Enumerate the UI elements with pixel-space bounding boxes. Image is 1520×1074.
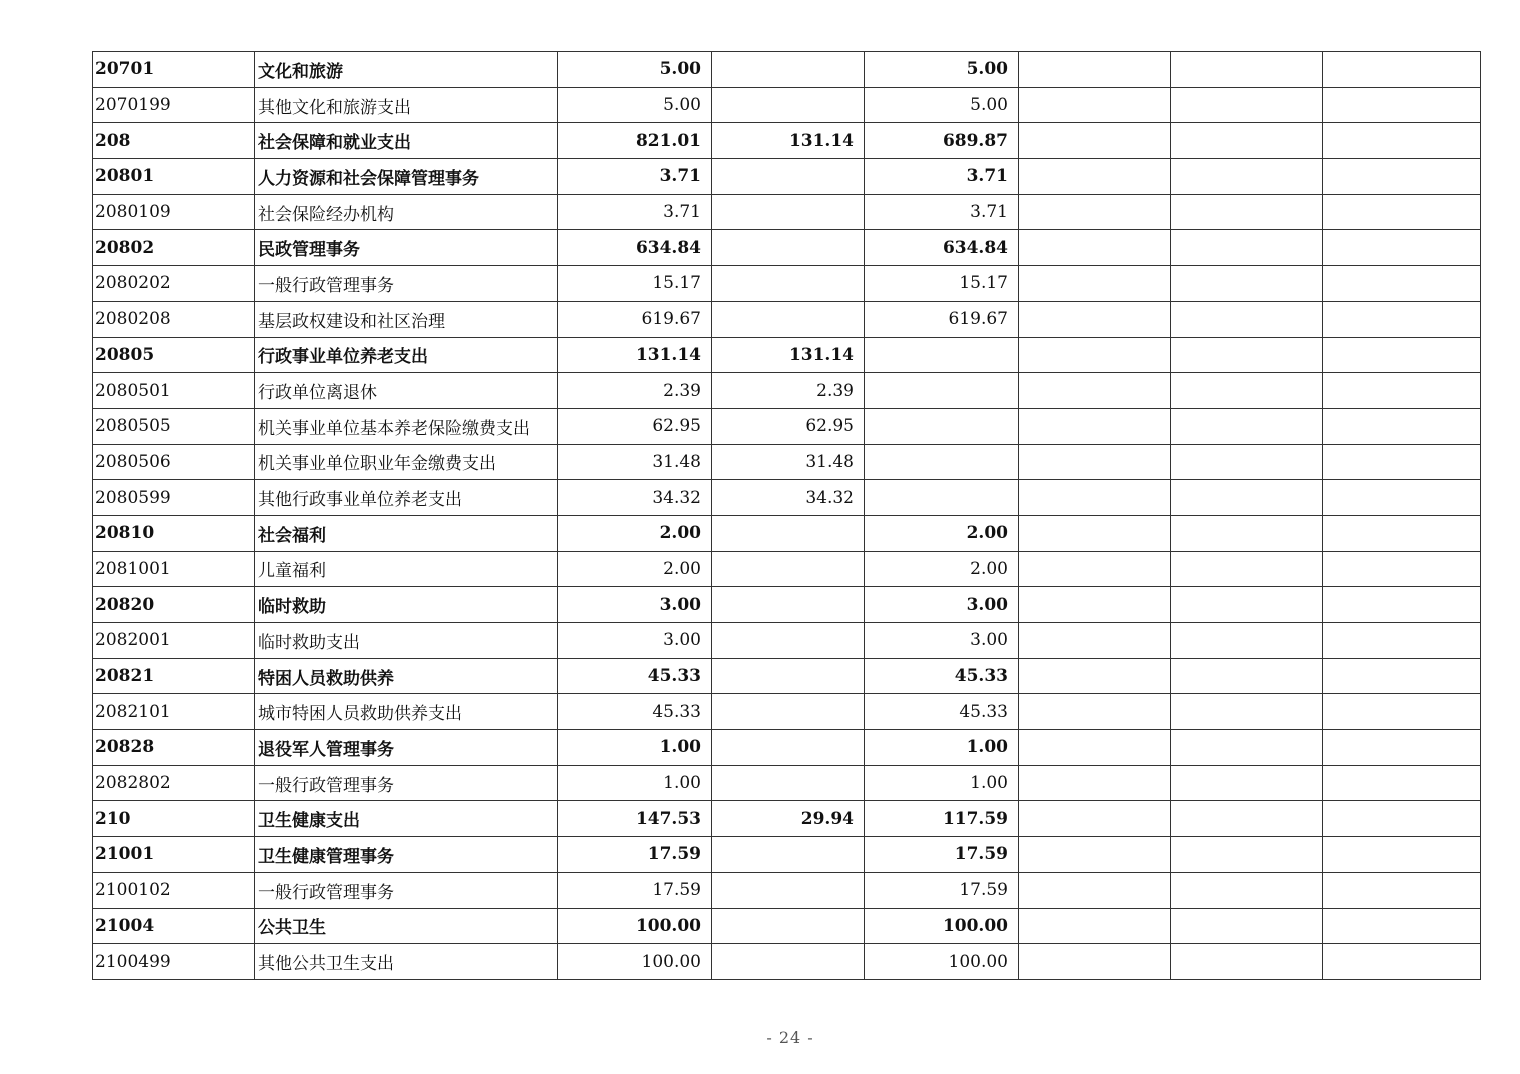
table-row — [93, 801, 1481, 837]
cell-total: 15.17 — [558, 266, 712, 302]
cell-col8 — [1323, 944, 1481, 980]
cell-project: 45.33 — [865, 694, 1019, 730]
cell-total: 147.53 — [558, 801, 712, 837]
cell-col6 — [1019, 801, 1171, 837]
cell-code: 2082802 — [93, 765, 255, 801]
table-row — [93, 52, 1481, 88]
cell-name: 一般行政管理事务 — [255, 765, 558, 801]
table-row — [93, 266, 1481, 302]
cell-basic: 29.94 — [712, 801, 865, 837]
cell-col7 — [1171, 159, 1323, 195]
cell-col8 — [1323, 551, 1481, 587]
cell-code: 2080501 — [93, 373, 255, 409]
cell-col6 — [1019, 444, 1171, 480]
cell-col8 — [1323, 730, 1481, 766]
cell-basic — [712, 694, 865, 730]
cell-col8 — [1323, 515, 1481, 551]
cell-project: 100.00 — [865, 944, 1019, 980]
cell-name: 社会保障和就业支出 — [255, 123, 558, 159]
cell-name: 其他公共卫生支出 — [255, 944, 558, 980]
cell-col6 — [1019, 123, 1171, 159]
cell-col6 — [1019, 266, 1171, 302]
cell-total: 17.59 — [558, 837, 712, 873]
cell-code: 21004 — [93, 908, 255, 944]
cell-col7 — [1171, 52, 1323, 88]
cell-basic: 31.48 — [712, 444, 865, 480]
cell-code: 20701 — [93, 52, 255, 88]
cell-total: 1.00 — [558, 730, 712, 766]
cell-col6 — [1019, 587, 1171, 623]
cell-col7 — [1171, 230, 1323, 266]
cell-col6 — [1019, 658, 1171, 694]
table-row — [93, 159, 1481, 195]
cell-name: 社会福利 — [255, 515, 558, 551]
cell-name: 城市特困人员救助供养支出 — [255, 694, 558, 730]
cell-basic — [712, 765, 865, 801]
cell-total: 5.00 — [558, 87, 712, 123]
cell-basic — [712, 266, 865, 302]
cell-col7 — [1171, 87, 1323, 123]
cell-col8 — [1323, 658, 1481, 694]
page-number: - 24 - — [766, 1028, 814, 1047]
cell-col7 — [1171, 872, 1323, 908]
cell-basic: 34.32 — [712, 480, 865, 516]
cell-code: 2100102 — [93, 872, 255, 908]
cell-col6 — [1019, 480, 1171, 516]
cell-name: 公共卫生 — [255, 908, 558, 944]
cell-col7 — [1171, 480, 1323, 516]
cell-project: 2.00 — [865, 515, 1019, 551]
cell-name: 特困人员救助供养 — [255, 658, 558, 694]
table-row — [93, 944, 1481, 980]
cell-project: 1.00 — [865, 730, 1019, 766]
cell-code: 2080109 — [93, 194, 255, 230]
cell-col7 — [1171, 337, 1323, 373]
cell-col7 — [1171, 373, 1323, 409]
cell-col8 — [1323, 230, 1481, 266]
budget-table — [92, 51, 1481, 980]
table-row — [93, 908, 1481, 944]
cell-total: 131.14 — [558, 337, 712, 373]
cell-total: 45.33 — [558, 658, 712, 694]
cell-col8 — [1323, 908, 1481, 944]
cell-code: 2082101 — [93, 694, 255, 730]
cell-project: 5.00 — [865, 52, 1019, 88]
cell-name: 卫生健康支出 — [255, 801, 558, 837]
cell-total: 2.39 — [558, 373, 712, 409]
cell-basic: 131.14 — [712, 123, 865, 159]
cell-col8 — [1323, 872, 1481, 908]
cell-col6 — [1019, 87, 1171, 123]
cell-col6 — [1019, 730, 1171, 766]
cell-code: 2070199 — [93, 87, 255, 123]
cell-name: 一般行政管理事务 — [255, 266, 558, 302]
cell-col7 — [1171, 765, 1323, 801]
cell-code: 20805 — [93, 337, 255, 373]
cell-name: 民政管理事务 — [255, 230, 558, 266]
cell-basic — [712, 658, 865, 694]
cell-code: 2080202 — [93, 266, 255, 302]
table-row — [93, 373, 1481, 409]
table-row — [93, 765, 1481, 801]
cell-col6 — [1019, 159, 1171, 195]
cell-code: 20821 — [93, 658, 255, 694]
cell-project: 15.17 — [865, 266, 1019, 302]
cell-col7 — [1171, 408, 1323, 444]
cell-col6 — [1019, 837, 1171, 873]
cell-total: 5.00 — [558, 52, 712, 88]
cell-code: 2080505 — [93, 408, 255, 444]
cell-basic — [712, 87, 865, 123]
cell-project — [865, 408, 1019, 444]
table-row — [93, 837, 1481, 873]
cell-col7 — [1171, 694, 1323, 730]
cell-project: 17.59 — [865, 872, 1019, 908]
cell-col8 — [1323, 194, 1481, 230]
table-row — [93, 408, 1481, 444]
cell-col6 — [1019, 765, 1171, 801]
cell-basic — [712, 194, 865, 230]
table-body — [93, 52, 1481, 980]
cell-code: 210 — [93, 801, 255, 837]
cell-col6 — [1019, 373, 1171, 409]
cell-total: 821.01 — [558, 123, 712, 159]
cell-name: 其他行政事业单位养老支出 — [255, 480, 558, 516]
cell-col6 — [1019, 230, 1171, 266]
table-row — [93, 194, 1481, 230]
table-row — [93, 694, 1481, 730]
table-row — [93, 230, 1481, 266]
table-row — [93, 480, 1481, 516]
cell-name: 卫生健康管理事务 — [255, 837, 558, 873]
table-row — [93, 301, 1481, 337]
cell-col6 — [1019, 908, 1171, 944]
cell-col8 — [1323, 623, 1481, 659]
cell-code: 2081001 — [93, 551, 255, 587]
table-row — [93, 337, 1481, 373]
cell-total: 1.00 — [558, 765, 712, 801]
cell-name: 机关事业单位职业年金缴费支出 — [255, 444, 558, 480]
cell-code: 21001 — [93, 837, 255, 873]
cell-col7 — [1171, 123, 1323, 159]
cell-code: 20810 — [93, 515, 255, 551]
cell-project: 5.00 — [865, 87, 1019, 123]
cell-col8 — [1323, 337, 1481, 373]
cell-col8 — [1323, 266, 1481, 302]
cell-basic — [712, 908, 865, 944]
cell-col7 — [1171, 658, 1323, 694]
cell-col6 — [1019, 551, 1171, 587]
cell-total: 2.00 — [558, 551, 712, 587]
cell-total: 34.32 — [558, 480, 712, 516]
cell-col6 — [1019, 337, 1171, 373]
cell-col8 — [1323, 801, 1481, 837]
cell-project: 3.71 — [865, 194, 1019, 230]
cell-basic: 2.39 — [712, 373, 865, 409]
cell-total: 634.84 — [558, 230, 712, 266]
cell-col7 — [1171, 266, 1323, 302]
cell-col8 — [1323, 159, 1481, 195]
table-row — [93, 123, 1481, 159]
cell-col6 — [1019, 872, 1171, 908]
cell-code: 20820 — [93, 587, 255, 623]
cell-col8 — [1323, 765, 1481, 801]
cell-col8 — [1323, 301, 1481, 337]
cell-project: 689.87 — [865, 123, 1019, 159]
cell-project: 3.71 — [865, 159, 1019, 195]
cell-col6 — [1019, 301, 1171, 337]
cell-total: 3.71 — [558, 159, 712, 195]
cell-col6 — [1019, 408, 1171, 444]
cell-col8 — [1323, 87, 1481, 123]
cell-col8 — [1323, 123, 1481, 159]
cell-total: 62.95 — [558, 408, 712, 444]
cell-name: 一般行政管理事务 — [255, 872, 558, 908]
cell-name: 临时救助 — [255, 587, 558, 623]
cell-col8 — [1323, 694, 1481, 730]
cell-total: 100.00 — [558, 908, 712, 944]
cell-name: 社会保险经办机构 — [255, 194, 558, 230]
cell-col8 — [1323, 373, 1481, 409]
table-row — [93, 872, 1481, 908]
cell-project: 634.84 — [865, 230, 1019, 266]
cell-basic — [712, 52, 865, 88]
cell-col8 — [1323, 444, 1481, 480]
cell-name: 基层政权建设和社区治理 — [255, 301, 558, 337]
table-row — [93, 623, 1481, 659]
cell-col7 — [1171, 515, 1323, 551]
cell-basic — [712, 551, 865, 587]
cell-total: 3.00 — [558, 623, 712, 659]
cell-col7 — [1171, 944, 1323, 980]
cell-code: 2080506 — [93, 444, 255, 480]
cell-project: 45.33 — [865, 658, 1019, 694]
cell-project: 619.67 — [865, 301, 1019, 337]
cell-name: 行政单位离退休 — [255, 373, 558, 409]
cell-code: 2080599 — [93, 480, 255, 516]
cell-basic — [712, 872, 865, 908]
cell-name: 人力资源和社会保障管理事务 — [255, 159, 558, 195]
cell-total: 619.67 — [558, 301, 712, 337]
table-row — [93, 444, 1481, 480]
cell-project: 3.00 — [865, 623, 1019, 659]
cell-col6 — [1019, 694, 1171, 730]
cell-name: 退役军人管理事务 — [255, 730, 558, 766]
cell-col7 — [1171, 301, 1323, 337]
cell-col8 — [1323, 837, 1481, 873]
cell-code: 20828 — [93, 730, 255, 766]
cell-project — [865, 373, 1019, 409]
cell-col7 — [1171, 551, 1323, 587]
cell-col7 — [1171, 801, 1323, 837]
cell-total: 2.00 — [558, 515, 712, 551]
cell-project — [865, 444, 1019, 480]
cell-total: 3.71 — [558, 194, 712, 230]
cell-code: 208 — [93, 123, 255, 159]
cell-basic: 62.95 — [712, 408, 865, 444]
cell-basic — [712, 515, 865, 551]
cell-project: 2.00 — [865, 551, 1019, 587]
cell-basic — [712, 159, 865, 195]
cell-col6 — [1019, 194, 1171, 230]
cell-col6 — [1019, 623, 1171, 659]
cell-col7 — [1171, 587, 1323, 623]
cell-col7 — [1171, 194, 1323, 230]
cell-col7 — [1171, 623, 1323, 659]
cell-total: 3.00 — [558, 587, 712, 623]
table-row — [93, 551, 1481, 587]
cell-code: 2080208 — [93, 301, 255, 337]
cell-basic — [712, 837, 865, 873]
cell-project: 3.00 — [865, 587, 1019, 623]
cell-col7 — [1171, 908, 1323, 944]
cell-basic — [712, 587, 865, 623]
table-row — [93, 658, 1481, 694]
cell-total: 100.00 — [558, 944, 712, 980]
cell-name: 机关事业单位基本养老保险缴费支出 — [255, 408, 558, 444]
cell-col6 — [1019, 515, 1171, 551]
cell-total: 17.59 — [558, 872, 712, 908]
cell-basic — [712, 623, 865, 659]
cell-basic — [712, 230, 865, 266]
cell-col8 — [1323, 480, 1481, 516]
cell-name: 儿童福利 — [255, 551, 558, 587]
table-row — [93, 587, 1481, 623]
cell-total: 31.48 — [558, 444, 712, 480]
cell-project: 17.59 — [865, 837, 1019, 873]
table-row — [93, 515, 1481, 551]
cell-col6 — [1019, 944, 1171, 980]
cell-col7 — [1171, 837, 1323, 873]
cell-col8 — [1323, 587, 1481, 623]
cell-name: 其他文化和旅游支出 — [255, 87, 558, 123]
cell-basic — [712, 944, 865, 980]
cell-project: 117.59 — [865, 801, 1019, 837]
cell-total: 45.33 — [558, 694, 712, 730]
cell-project: 1.00 — [865, 765, 1019, 801]
cell-project: 100.00 — [865, 908, 1019, 944]
cell-col8 — [1323, 52, 1481, 88]
cell-basic: 131.14 — [712, 337, 865, 373]
cell-name: 行政事业单位养老支出 — [255, 337, 558, 373]
cell-col7 — [1171, 444, 1323, 480]
cell-code: 20802 — [93, 230, 255, 266]
cell-project — [865, 337, 1019, 373]
cell-name: 临时救助支出 — [255, 623, 558, 659]
cell-code: 2082001 — [93, 623, 255, 659]
cell-code: 20801 — [93, 159, 255, 195]
cell-col6 — [1019, 52, 1171, 88]
cell-col7 — [1171, 730, 1323, 766]
cell-code: 2100499 — [93, 944, 255, 980]
table-row — [93, 730, 1481, 766]
cell-project — [865, 480, 1019, 516]
cell-name: 文化和旅游 — [255, 52, 558, 88]
cell-basic — [712, 730, 865, 766]
table-row — [93, 87, 1481, 123]
cell-basic — [712, 301, 865, 337]
cell-col8 — [1323, 408, 1481, 444]
